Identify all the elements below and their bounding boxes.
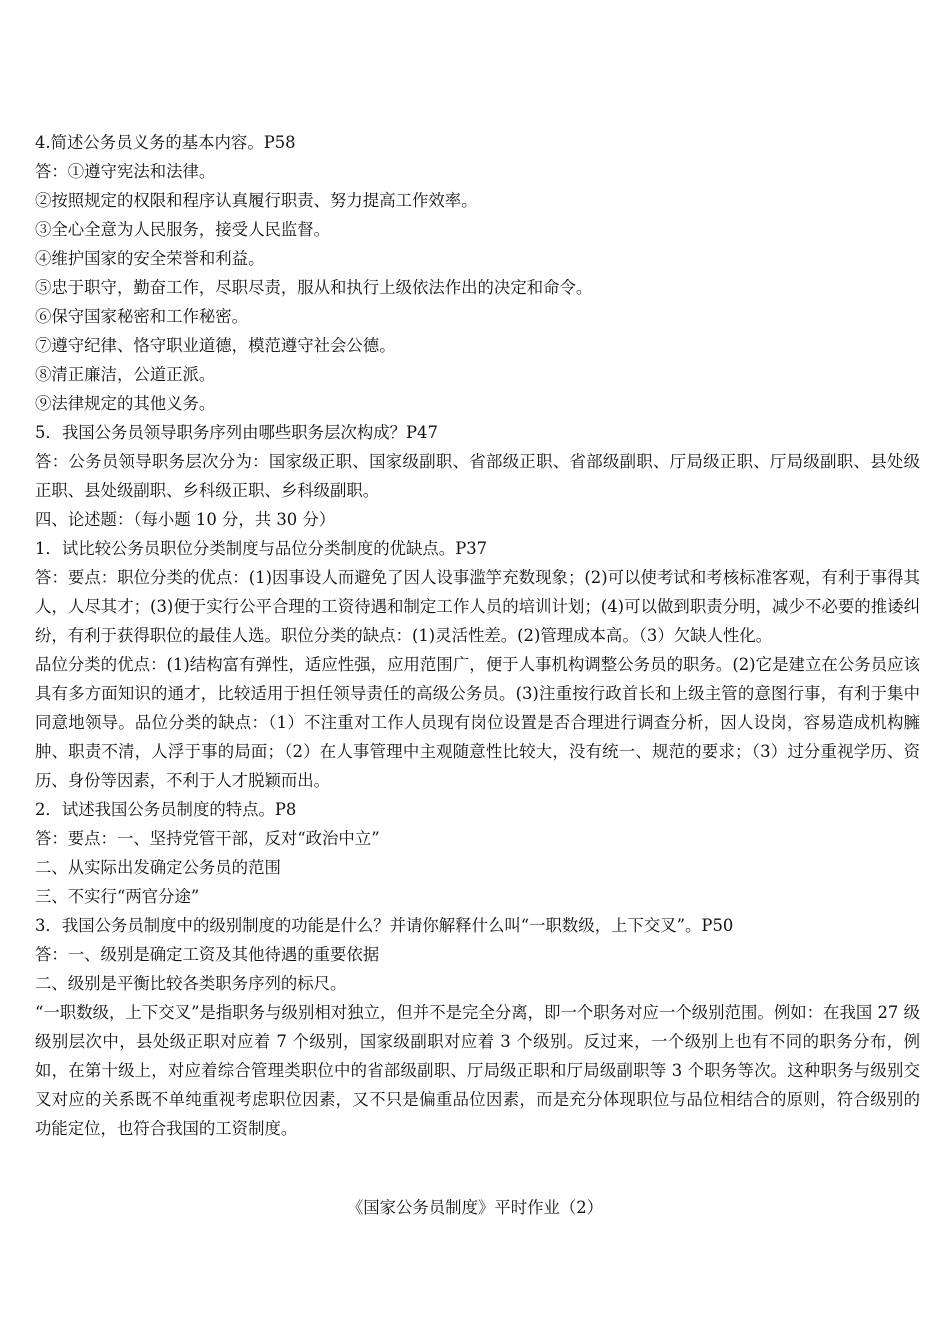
duties-list bbox=[35, 157, 920, 418]
essay-answer-1-paragraph: 品位分类的优点：(1)结构富有弹性，适应性强，应用范围广，便于人事机构调整公务员的职务。(2)它是建立在公务员应该具有多方面知识的通才，比较适用于担任领导责任的高级公务员。(3)注重按行政首长和上级主管的意图行事，有利于集中同意地领导。品位分类的缺点：（1）不注重对工作人员现有岗位设置是否合理进行调查分析，因人设岗，容易造成机构臃肿、职责不清，人浮于事的局面；（2）在人事管理中主观随意性比较大，没有统一、规范的要求；（3）过分重视学历、资历、身份等因素，不利于人才脱颖而出。 bbox=[35, 655, 920, 790]
list-item: 答：一、级别是确定工资及其他待遇的重要依据 bbox=[35, 945, 380, 964]
essay-question-3: 3．我国公务员制度中的级别制度的功能是什么？并请你解释什么叫“一职数级，上下交叉”。P50 bbox=[35, 916, 734, 935]
question-5: 5．我国公务员领导职务序列由哪些职务层次构成？P47 bbox=[35, 423, 438, 442]
list-item: ⑥保守国家秘密和工作秘密。 bbox=[35, 307, 249, 326]
list-item: ⑧清正廉洁，公道正派。 bbox=[35, 365, 216, 384]
list-item: ②按照规定的权限和程序认真履行职责、努力提高工作效率。 bbox=[35, 191, 478, 210]
list-item: ④维护国家的安全荣誉和利益。 bbox=[35, 249, 265, 268]
answer-5: 答：公务员领导职务层次分为：国家级正职、国家级副职、省部级正职、省部级副职、厅局级正职、厅局级副职、县处级正职、县处级副职、乡科级正职、乡科级副职。 bbox=[35, 452, 920, 500]
list-item: 二、从实际出发确定公务员的范围 bbox=[35, 858, 281, 877]
list-item: 答：①遵守宪法和法律。 bbox=[35, 162, 216, 181]
list-item: 答：要点：一、坚持党管干部，反对“政治中立” bbox=[35, 829, 380, 848]
question-4: 4.简述公务员义务的基本内容。P58 bbox=[35, 133, 296, 152]
list-item: ⑤忠于职守，勤奋工作，尽职尽责，服从和执行上级依法作出的决定和命令。 bbox=[35, 278, 593, 297]
document-footer-title: 《国家公务员制度》平时作业（2） bbox=[346, 1198, 604, 1217]
essay-answer-1-paragraph: 答：要点：职位分类的优点：(1)因事设人而避免了因人设事滥竽充数现象；(2)可以使考试和考核标准客观，有利于事得其人，人尽其才；(3)便于实行公平合理的工资待遇和制定工作人员的培训计划；(4)可以做到职责分明，减少不必要的推诿纠纷，有利于获得职位的最佳人选。职位分类的缺点：(1)灵活性差。(2)管理成本高。（3）欠缺人性化。 bbox=[35, 568, 920, 645]
list-item: ⑦遵守纪律、恪守职业道德，模范遵守社会公德。 bbox=[35, 336, 396, 355]
list-item: ⑨法律规定的其他义务。 bbox=[35, 394, 216, 413]
essay-question-1: 1．试比较公务员职位分类制度与品位分类制度的优缺点。P37 bbox=[35, 539, 488, 558]
list-item: ③全心全意为人民服务，接受人民监督。 bbox=[35, 220, 331, 239]
essay-question-2: 2．试述我国公务员制度的特点。P8 bbox=[35, 800, 297, 819]
section-heading: 四、论述题：（每小题 10 分，共 30 分） bbox=[35, 510, 336, 529]
essay-answer-3-paragraph: “一职数级，上下交叉”是指职务与级别相对独立，但并不是完全分离，即一个职务对应一个级别范围。例如：在我国 27 级级别层次中，县处级正职对应着 7 个级别，国家级副职对应着 3 个级别。反过来，一个级别上也有不同的职务分布，例如，在第十级上，对应着综合管理类职位中的省部级副职、厅局级正职和厅局级副职等 3 个职务等次。这种职务与级别交叉对应的关系既不单纯重视考虑职位因素，又不只是偏重品位因素，而是充分体现职位与品位相结合的原则，符合级别的功能定位，也符合我国的工资制度。 bbox=[35, 1003, 920, 1138]
list-item: 二、级别是平衡比较各类职务序列的标尺。 bbox=[35, 974, 347, 993]
document-body bbox=[35, 128, 920, 1143]
list-item: 三、不实行“两官分途” bbox=[35, 887, 200, 906]
